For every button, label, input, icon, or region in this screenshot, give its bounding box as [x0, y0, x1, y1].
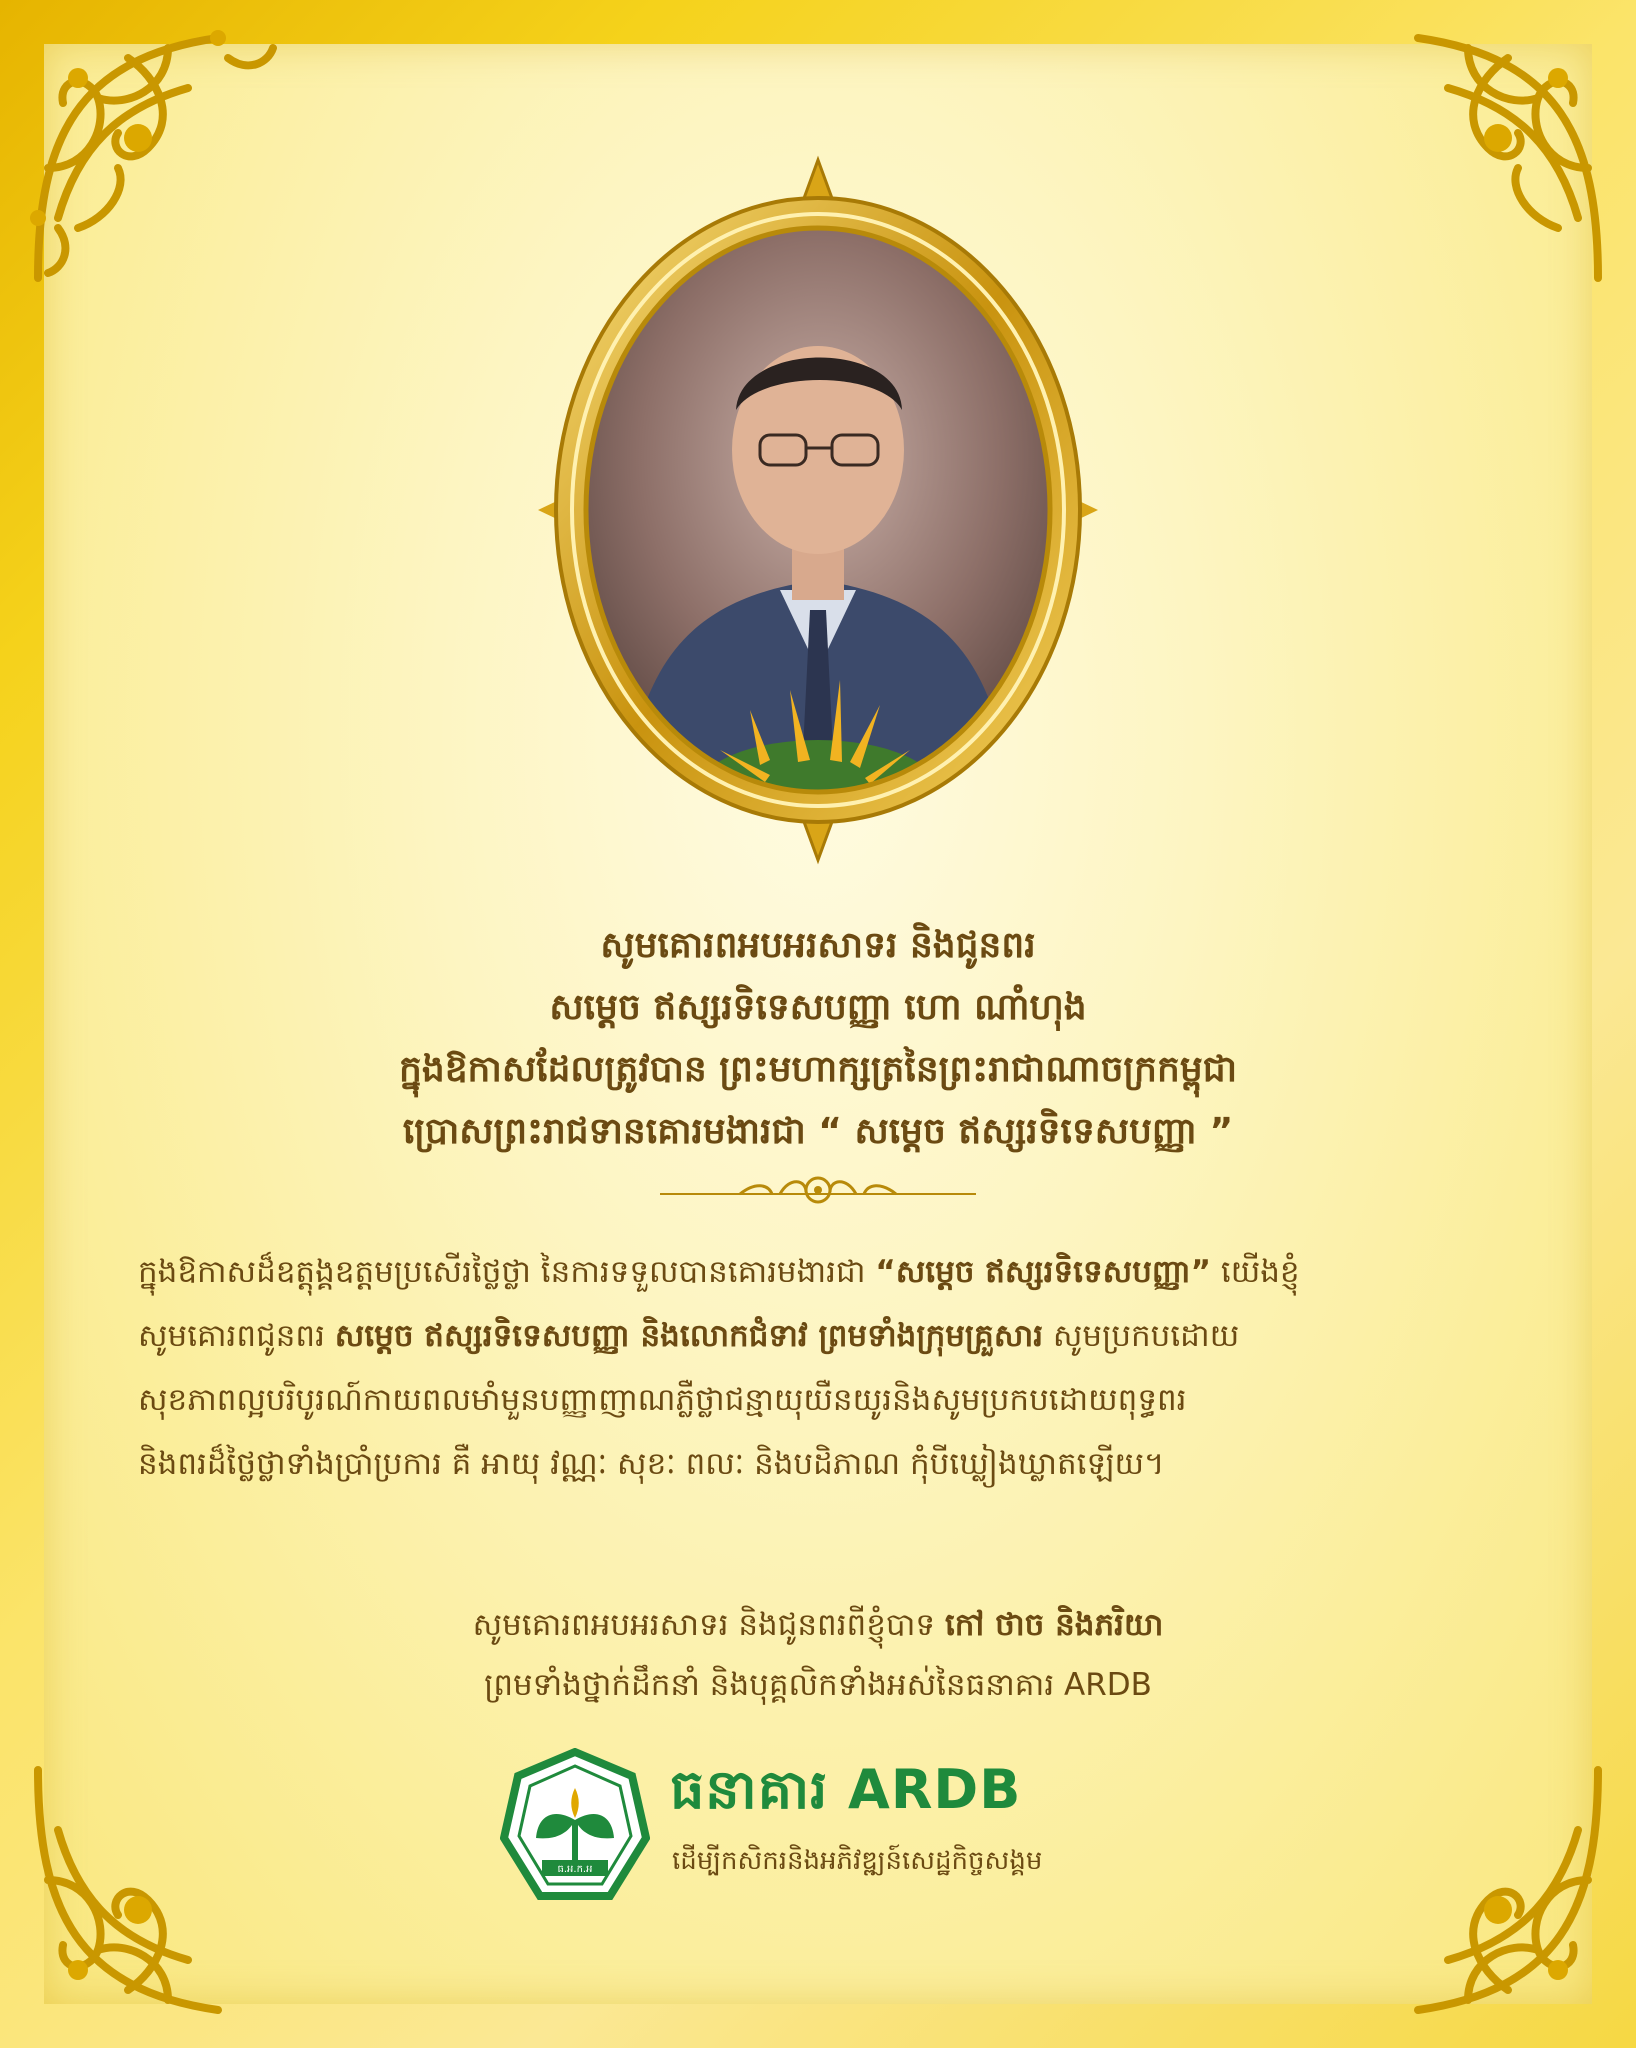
paragraph-line-1	[138, 1240, 1498, 1304]
bank-name: ធនាគារ ARDB	[670, 1758, 1022, 1821]
paragraph-line-2	[138, 1304, 1498, 1368]
paragraph-line-1-title: “សម្តេច ឥស្សរទិទេសបញ្ញា”	[875, 1254, 1212, 1290]
paragraph-line-1-text: ក្នុងឱកាសដ៏ឧត្តុង្គឧត្តមប្រសើរថ្លៃថ្លា នៃការទទួលបានគោរមងារជា	[138, 1254, 876, 1290]
paragraph-line-2-text: សូមគោរពជូនពរ	[138, 1318, 335, 1354]
paragraph-line-2-names: សម្តេច ឥស្សរទិទេសបញ្ញា និងលោកជំទាវ ព្រមទាំងក្រុមគ្រួសារ	[334, 1318, 1044, 1354]
closing-line-2: ព្រមទាំងថ្នាក់ដឹកនាំ និងបុគ្គលិកទាំងអស់នៃធនាគារ ARDB	[484, 1667, 1152, 1703]
heading-line-1: សូមគោរពអបអរសាទរ និងជូនពរ	[600, 925, 1036, 966]
divider-ornament	[660, 1170, 976, 1214]
badge-text: ធ.អ.ក.អ	[557, 1864, 593, 1875]
closing-line-1	[150, 1595, 1486, 1655]
paragraph-line-4: និងពរដ៏ថ្លៃថ្លាទាំងប្រាំប្រការ គឺ អាយុ វណ្ណៈ សុខៈ ពលៈ និងបដិភាណ កុំបីឃ្លៀងឃ្លាតឡើយ។	[138, 1446, 1165, 1482]
heading	[150, 915, 1486, 1163]
portrait-frame	[510, 150, 1126, 870]
closing-signature	[150, 1595, 1486, 1715]
closing-line-1-text: សូមគោរពអបអរសាទរ និងជូនពរពីខ្ញុំបាទ	[472, 1607, 945, 1643]
corner-ornament-top-left	[18, 18, 298, 298]
corner-ornament-top-right	[1338, 18, 1618, 298]
heading-line-2: សម្តេច ឥស្សរទិទេសបញ្ញា ហោ ណាំហុង	[549, 987, 1087, 1028]
heading-line-3: ក្នុងឱកាសដែលត្រូវបាន ព្រះមហាក្សត្រនៃព្រះរាជាណាចក្រកម្ពុជា	[398, 1049, 1237, 1090]
greeting-paragraph	[138, 1240, 1498, 1496]
paragraph-line-3: សុខភាពល្អបរិបូរណ៍កាយពលមាំមួនបញ្ញាញាណភ្លឺថ្លាជន្មាយុយឺនយូរនិងសូមប្រកបដោយពុទ្ធពរ	[138, 1382, 1187, 1418]
paragraph-line-2-end: សូមប្រកបដោយ	[1043, 1318, 1240, 1354]
bank-tagline: ដើម្បីកសិករនិងអភិវឌ្ឍន៍សេដ្ឋកិច្ចសង្គម	[672, 1846, 1043, 1876]
corner-ornament-bottom-right	[1338, 1750, 1618, 2030]
corner-ornament-bottom-left	[18, 1750, 298, 2030]
ardb-logo	[500, 1748, 1060, 1912]
paragraph-line-1-end: យើងខ្ញុំ	[1211, 1254, 1300, 1290]
closing-signer-name: កៅ ថាច និងភរិយា	[944, 1607, 1164, 1643]
heading-line-4: ប្រោសព្រះរាជទានគោរមងារជា “ សម្តេច ឥស្សរទិទេសបញ្ញា ”	[402, 1111, 1234, 1152]
ardb-badge-icon	[500, 1748, 650, 1912]
